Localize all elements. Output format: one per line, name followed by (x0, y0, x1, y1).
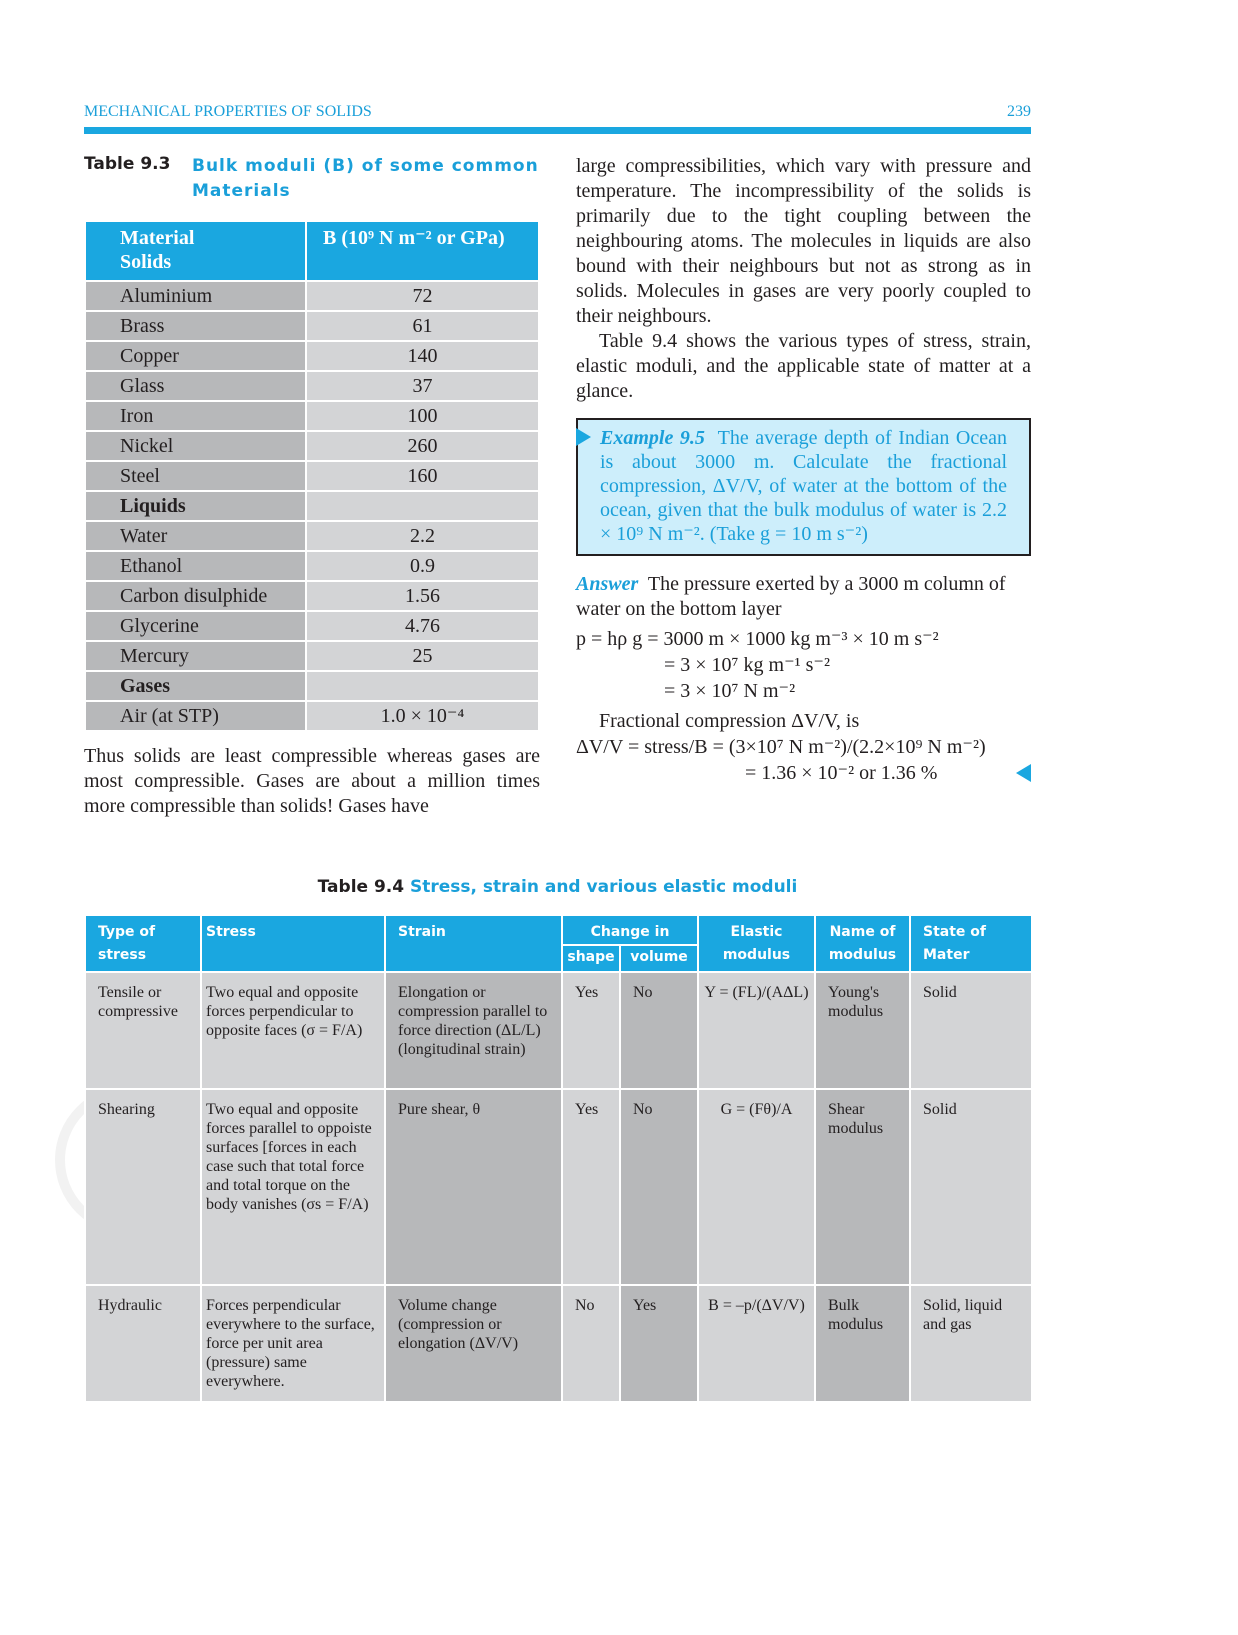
material-cell: Mercury (85, 641, 306, 671)
table-row (85, 671, 539, 701)
answer-label: Answer (576, 573, 639, 595)
volume-cell: Yes (620, 1285, 698, 1402)
state-cell: Solid, liquid and gas (910, 1285, 1032, 1402)
bulk-modulus-cell: 100 (306, 401, 539, 431)
col-material: Material Solids (85, 221, 306, 281)
table-row (85, 341, 539, 371)
material-cell: Gases (85, 671, 306, 701)
modulus-name-cell: Bulk modulus (815, 1285, 910, 1402)
table-row (85, 311, 539, 341)
table-row (85, 551, 539, 581)
table-row (85, 491, 539, 521)
bulk-modulus-cell: 4.76 (306, 611, 539, 641)
bulk-modulus-cell: 260 (306, 431, 539, 461)
table-row (85, 371, 539, 401)
material-cell: Glycerine (85, 611, 306, 641)
table-row (85, 401, 539, 431)
elastic-modulus-cell: G = (Fθ)/A (698, 1089, 815, 1285)
equation-2: = 3 × 10⁷ kg m⁻¹ s⁻² (664, 654, 830, 676)
modulus-name-cell: Shear modulus (815, 1089, 910, 1285)
answer-intro (576, 572, 1031, 622)
table-9-3-caption: Table 9.3 Bulk moduli (B) of some common Materials (84, 154, 539, 201)
state-cell: Solid (910, 1089, 1032, 1285)
material-cell: Nickel (85, 431, 306, 461)
left-paragraph: Thus solids are least compressible whereas gases are most compressible. Gases are about a million times more compressible than solids! Gases have (84, 745, 540, 817)
shape-cell: No (562, 1285, 620, 1402)
table-9-4 (84, 914, 1033, 1403)
col-bulk-modulus: B (10⁹ N m⁻² or GPa) (306, 221, 539, 281)
right-paragraph-1: large compressibilities, which vary with pressure and temperature. The incompressibility of the solids is primarily due to the tight coupling between the neighbouring atoms. The molecules in liquids are also bound with their neighbours but not as strong as in solids. Molecules in gases are very poorly coupled to their neighbours. (576, 155, 1031, 327)
example-marker-icon (576, 428, 591, 446)
bulk-modulus-cell: 2.2 (306, 521, 539, 551)
bulk-modulus-cell: 37 (306, 371, 539, 401)
table-row (85, 281, 539, 311)
bulk-modulus-cell: 0.9 (306, 551, 539, 581)
stress-cell: Two equal and opposite forces perpendicular to opposite faces (σ = F/A) (201, 972, 385, 1089)
chapter-title: MECHANICAL PROPERTIES OF SOLIDS (84, 103, 372, 120)
type-cell: Hydraulic (85, 1285, 201, 1402)
equation-1: p = hρ g = 3000 m × 1000 kg m⁻³ × 10 m s⁻² (576, 628, 939, 650)
table-row (85, 431, 539, 461)
table-9-4-caption: Table 9.4 Stress, strain and various elastic moduli (317, 877, 798, 897)
table-row (85, 972, 1032, 1089)
example-text: The average depth of Indian Ocean is about 3000 m. Calculate the fractional compression, ΔV/V, of water at the bottom of the ocean, given that the bulk modulus of water is 2.2 × 10⁹ N m⁻². (Take g = 10 m s⁻²) (600, 427, 1007, 545)
bulk-modulus-cell: 1.56 (306, 581, 539, 611)
type-cell: Shearing (85, 1089, 201, 1285)
col-type: Type of stress (85, 915, 201, 972)
bulk-modulus-cell (306, 491, 539, 521)
col-shape: shape (562, 945, 620, 972)
material-cell: Carbon disulphide (85, 581, 306, 611)
shape-cell: Yes (562, 972, 620, 1089)
material-cell: Air (at STP) (85, 701, 306, 731)
modulus-name-cell: Young's modulus (815, 972, 910, 1089)
equation-4: ΔV/V = stress/B = (3×10⁷ N m⁻²)/(2.2×10⁹ N m⁻²) (576, 736, 986, 758)
col-state: State of Mater (910, 915, 1032, 972)
bulk-modulus-cell (306, 671, 539, 701)
strain-cell: Elongation or compression parallel to force direction (ΔL/L) (longitudinal strain) (385, 972, 562, 1089)
page-number: 239 (1007, 103, 1031, 120)
material-cell: Water (85, 521, 306, 551)
header-rule (84, 127, 1031, 134)
strain-cell: Volume change (compression or elongation (ΔV/V) (385, 1285, 562, 1402)
col-name-of-modulus: Name of modulus (815, 915, 910, 972)
example-label: Example 9.5 (600, 427, 705, 449)
col-volume: volume (620, 945, 698, 972)
equation-3: = 3 × 10⁷ N m⁻² (664, 680, 796, 702)
table-row (85, 1089, 1032, 1285)
material-cell: Steel (85, 461, 306, 491)
stress-cell: Forces perpendicular everywhere to the surface, force per unit area (pressure) same everywhere. (201, 1285, 385, 1402)
fractional-compression-text: Fractional compression ΔV/V, is (599, 710, 860, 732)
col-change-in: Change in (562, 915, 698, 945)
elastic-modulus-cell: B = –p/(ΔV/V) (698, 1285, 815, 1402)
material-cell: Ethanol (85, 551, 306, 581)
col-strain: Strain (385, 915, 562, 972)
stress-cell: Two equal and opposite forces parallel to oppoiste surfaces [forces in each case such that total force and total torque on the body vanishes (σs = F/A) (201, 1089, 385, 1285)
right-paragraph-2: Table 9.4 shows the various types of stress, strain, elastic moduli, and the applicable state of matter at a glance. (576, 330, 1031, 402)
bulk-modulus-cell: 72 (306, 281, 539, 311)
table-row (85, 581, 539, 611)
table-row (85, 521, 539, 551)
table-row (85, 641, 539, 671)
bulk-modulus-cell: 61 (306, 311, 539, 341)
example-end-icon (1016, 764, 1031, 782)
strain-cell: Pure shear, θ (385, 1089, 562, 1285)
material-cell: Copper (85, 341, 306, 371)
material-cell: Aluminium (85, 281, 306, 311)
material-cell: Brass (85, 311, 306, 341)
type-cell: Tensile or compressive (85, 972, 201, 1089)
table-row (85, 1285, 1032, 1402)
material-cell: Glass (85, 371, 306, 401)
running-header (84, 103, 1031, 121)
bulk-modulus-cell: 1.0 × 10⁻⁴ (306, 701, 539, 731)
state-cell: Solid (910, 972, 1032, 1089)
bulk-modulus-cell: 25 (306, 641, 539, 671)
bulk-modulus-cell: 160 (306, 461, 539, 491)
col-elastic-modulus: Elastic modulus (698, 915, 815, 972)
table-row (85, 701, 539, 731)
volume-cell: No (620, 1089, 698, 1285)
right-column (576, 154, 1031, 786)
col-stress: Stress (201, 915, 385, 972)
result-line (576, 760, 1031, 786)
material-cell: Liquids (85, 491, 306, 521)
example-box (576, 418, 1031, 556)
table-row (85, 611, 539, 641)
volume-cell: No (620, 972, 698, 1089)
elastic-modulus-cell: Y = (FL)/(AΔL) (698, 972, 815, 1089)
bulk-modulus-cell: 140 (306, 341, 539, 371)
material-cell: Iron (85, 401, 306, 431)
table-row (85, 461, 539, 491)
table-9-3 (84, 220, 540, 732)
equation-5: = 1.36 × 10⁻² or 1.36 % (745, 762, 938, 784)
answer-text: The pressure exerted by a 3000 m column of water on the bottom layer (576, 573, 1006, 620)
shape-cell: Yes (562, 1089, 620, 1285)
